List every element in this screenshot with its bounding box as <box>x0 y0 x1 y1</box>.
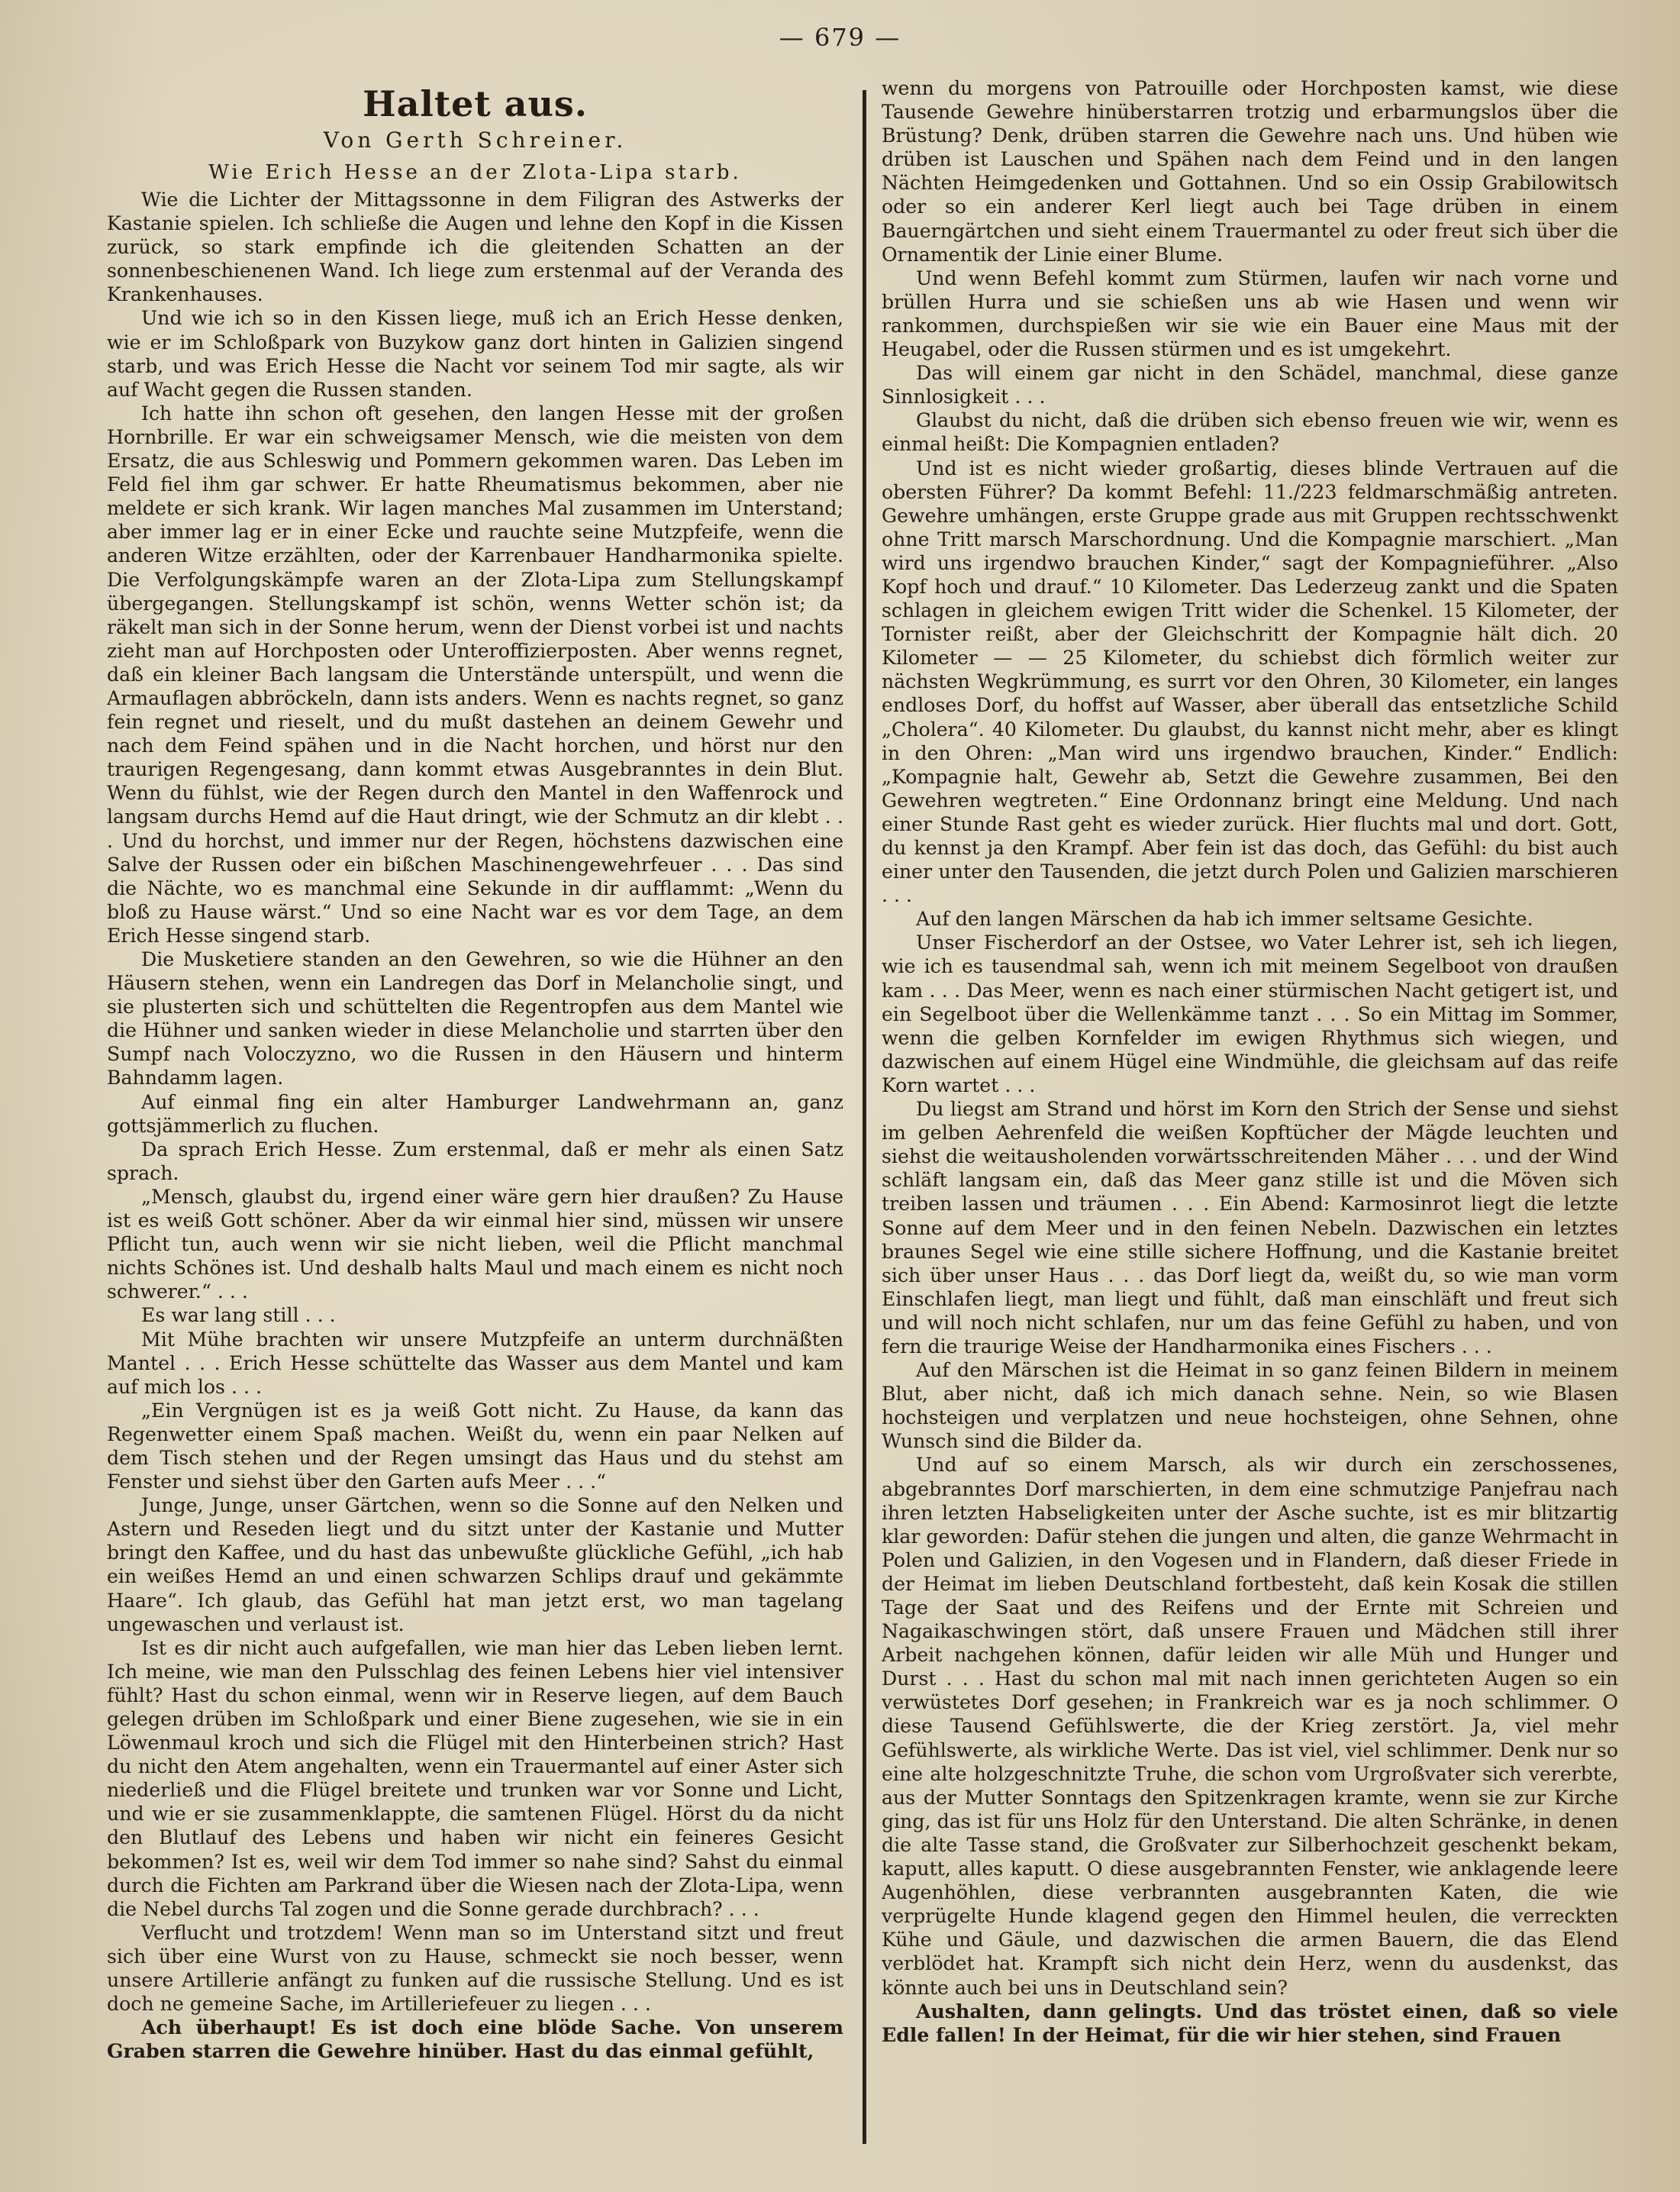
paragraph: Wie die Lichter der Mittagssonne in dem Filigran des Astwerks der Kastanie spielen. Ich schließe die Augen und lehne den Kopf in die Kissen zurück, so stark empfinde ich die gleitenden Schatten an der sonnenbeschienenen Wand. Ich liege zum erstenmal auf der Veranda des Krankenhauses. <box>107 189 843 306</box>
paragraph: „Ein Vergnügen ist es ja weiß Gott nicht. Zu Hause, da kann das Regenwetter einem Spaß machen. Weißt du, wenn ein paar Nelken auf dem Tisch stehen und der Regen umsingt das Haus und du stehst am Fenster und siehst über den Garten aufs Meer . . .“ <box>107 1399 843 1493</box>
paragraph: Das will einem gar nicht in den Schädel, manchmal, diese ganze Sinnlosigkeit . . . <box>882 362 1618 408</box>
paragraph: Und wenn Befehl kommt zum Stürmen, laufen wir nach vorne und brüllen Hurra und sie schießen uns ab wie Hasen und wenn wir rankommen, durchspießen wir sie wie ein Bauer eine Maus mit der Heugabel, oder die Russen stürmen und es ist umgekehrt. <box>882 266 1618 361</box>
right-column <box>882 76 1618 2168</box>
paragraph: Auf den Märschen ist die Heimat in so ganz feinen Bildern in meinem Blut, aber nicht, daß ich mich danach sehne. Nein, so wie Blasen hochsteigen und verplatzen und neue hochsteigen, ohne Sehnen, ohne Wunsch sind die Bilder da. <box>882 1359 1618 1453</box>
paragraph: Verflucht und trotzdem! Wenn man so im Unterstand sitzt und freut sich über eine Wurst von zu Hause, schmeckt sie noch besser, wenn unsere Artillerie anfängt zu funken auf die russische Stellung. Und es ist doch ne gemeine Sache, im Artilleriefeuer zu liegen . . . <box>107 1921 843 2016</box>
paragraph: Und ist es nicht wieder großartig, dieses blinde Vertrauen auf die obersten Führer? Da kommt Befehl: 11./223 feldmarschmäßig antreten. Gewehre umhängen, erste Gruppe grade aus mit Gruppen rechtsschwenkt ohne Tritt marsch Marschordnung. Und die Kompagnie marschiert. „Man wird uns irgendwo brauchen Kinder,“ sagt der Kompagnieführer. „Also Kopf hoch und drauf.“ 10 Kilometer. Das Lederzeug zankt und die Spaten schlagen in gleichem ewigen Tritt wider die Schenkel. 15 Kilometer, der Tornister reißt, aber der Gleichschritt der Kompagnie hält dich. 20 Kilometer — — 25 Kilometer, du schiebst dich förmlich weiter zur nächsten Wegkrümmung, es surrt vor den Ohren, 30 Kilometer, ein langes endloses Dorf, du hoffst auf Wasser, aber überall das entsetzliche Schild „Cholera“. 40 Kilometer. Du glaubst, du kannst nicht mehr, aber es klingt in den Ohren: „Man wird uns irgendwo brauchen, Kinder.“ Endlich: „Kompagnie halt, Gewehr ab, Setzt die Gewehre zusammen, Bei den Gewehren wegtreten.“ Eine Ordonnanz bringt eine Meldung. Und nach einer Stunde Rast geht es wieder zurück. Hier fluchts mal und dort. Gott, du kennst ja den Krampf. Aber fein ist das doch, das Gefühl: du bist auch einer unter den Tausenden, die jetzt durch Polen und Galizien marschieren . . . <box>882 457 1618 907</box>
paragraph: Es war lang still . . . <box>141 1304 336 1327</box>
paragraph: Ist es dir nicht auch aufgefallen, wie man hier das Leben lieben lernt. Ich meine, wie man den Pulsschlag des feinen Lebens hier viel intensiver fühlt? Hast du schon einmal, wenn wir in Reserve liegen, auf dem Bauch gelegen drüben im Schloßpark und einer Biene zugesehen, wie sie in ein Löwenmaul kroch und sich die Flügel mit den Hinterbeinen strich? Hast du nicht den Atem angehalten, wenn ein Trauermantel auf einer Aster sich niederließ und die Flügel breitete und trunken war vor Sonne und Licht, und wie er sie zusammenklappte, die samtenen Flügel. Hörst du da nicht den Blutlauf des Lebens und haben wir nicht ein feineres Gesicht bekommen? Ist es, weil wir dem Tod immer so nahe sind? Sahst du einmal durch die Fichten am Parkrand über die Wiesen nach der Zlota-Lipa, wenn die Nebel durchs Tal zogen und die Sonne gerade durchbrach? . . . <box>107 1636 843 1920</box>
paragraph: Auf einmal fing ein alter Hamburger Landwehrmann an, ganz gottsjämmerlich zu fluchen. <box>107 1090 843 1137</box>
paragraph: Ach überhaupt! Es ist doch eine blöde Sache. Von unserem Graben starren die Gewehre hinüber. Hast du das einmal gefühlt, <box>107 2016 843 2063</box>
paragraph: „Mensch, glaubst du, irgend einer wäre gern hier draußen? Zu Hause ist es weiß Gott schöner. Aber da wir einmal hier sind, müssen wir unsere Pflicht tun, auch wenn wir sie nicht lieben, weil die Pflicht manchmal nichts Schönes ist. Und deshalb halts Maul und mach einem es nicht noch schwerer.“ . . . <box>107 1185 843 1303</box>
paragraph: Die Musketiere standen an den Gewehren, so wie die Hühner an den Häusern stehen, wenn ein Landregen das Dorf in Melancholie singt, und sie plusterten sich und schüttelten die Regentropfen aus dem Mantel wie die Hühner und sanken wieder in diese Melancholie und starrten über den Sumpf nach Voloczyzno, wo die Russen in den Häusern und hinterm Bahndamm lagen. <box>107 948 843 1090</box>
page-number: — 679 — <box>779 23 901 52</box>
left-column <box>107 76 843 2168</box>
article-author: Von Gerth Schreiner. <box>323 128 627 153</box>
paragraph: Aushalten, dann gelingts. Und das tröstet einen, daß so viele Edle fallen! In der Heimat, für die wir hier stehen, sind Frauen <box>882 1999 1618 2046</box>
paragraph: Mit Mühe brachten wir unsere Mutzpfeife an unterm durchnäßten Mantel . . . Erich Hesse schüttelte das Wasser aus dem Mantel und kam auf mich los . . . <box>107 1328 843 1398</box>
paragraph: Unser Fischerdorf an der Ostsee, wo Vater Lehrer ist, seh ich liegen, wie ich es tausendmal sah, wenn ich mit meinem Segelboot von draußen kam . . . Das Meer, wenn es nach einer stürmischen Nacht getigert ist, und ein Segelboot über die Wellenkämme tanzt . . . So ein Mittag im Sommer, wenn die gelben Kornfelder im ewigen Rhythmus sich wiegen, und dazwischen auf einem Hügel eine Windmühle, die gleichsam auf das reife Korn wartet . . . <box>882 931 1618 1096</box>
paragraph: Da sprach Erich Hesse. Zum erstenmal, daß er mehr als einen Satz sprach. <box>107 1138 843 1184</box>
paragraph: Und wie ich so in den Kissen liege, muß ich an Erich Hesse denken, wie er im Schloßpark von Buzykow ganz dort hinten in Galizien singend starb, und was Erich Hesse die Nacht vor seinem Tod mir sagte, als wir auf Wacht gegen die Russen standen. <box>107 307 843 401</box>
paragraph: Auf den langen Märschen da hab ich immer seltsame Gesichte. <box>916 908 1533 931</box>
paragraph: Ich hatte ihn schon oft gesehen, den langen Hesse mit der großen Hornbrille. Er war ein schweigsamer Mensch, wie die meisten von dem Ersatz, die aus Schleswig und Pommern gekommen waren. Das Leben im Feld fiel ihm gar schwer. Er hatte Rheumatismus bekommen, aber nie meldete er sich krank. Wir lagen manches Mal zusammen im Unterstand; aber immer lag er in einer Ecke und rauchte seine Mutzpfeife, wenn die anderen Witze erzählten, oder der Karrenbauer Handharmonika spielte. Die Verfolgungskämpfe waren an der Zlota-Lipa zum Stellungskampf übergegangen. Stellungskampf ist schön, wenns Wetter schön ist; da räkelt man sich in der Sonne herum, wenn der Dienst vorbei ist und nachts zieht man auf Horchposten oder Unteroffizierposten. Aber wenns regnet, daß ein kleiner Bach langsam die Unterstände unterspült, und wenn die Armauflagen abbröckeln, dann ists anders. Wenn es nachts regnet, so ganz fein regnet und rieselt, und du mußt dastehen an deinem Gewehr und nach dem Feind spähen und in die Nacht horchen, und hörst nur den traurigen Regengesang, dann kommt etwas Ausgebranntes in dein Blut. Wenn du fühlst, wie der Regen durch den Mantel in den Waffenrock und langsam durchs Hemd auf die Haut dringt, wie der Schmutz an dir klebt . . . Und du horchst, und immer nur der Regen, höchstens dazwischen eine Salve der Russen oder ein bißchen Maschinengewehrfeuer . . . Das sind die Nächte, wo es manchmal eine Sekunde in dir aufflammt: „Wenn du bloß zu Hause wärst.“ Und so eine Nacht war es vor dem Tage, an dem Erich Hesse singend starb. <box>107 402 843 947</box>
paragraph: Glaubst du nicht, daß die drüben sich ebenso freuen wie wir, wenn es einmal heißt: Die Kompagnien entladen? <box>882 409 1618 456</box>
article-title: Haltet aus. <box>363 83 588 124</box>
paragraph: Du liegst am Strand und hörst im Korn den Strich der Sense und siehst im gelben Aehrenfeld die weißen Kopftücher der Mägde leuchten und siehst die weitausholenden vorwärtsschreitenden Mäher . . . und der Wind schläft langsam ein, daß das Meer ganz stille ist und die Möven sich treiben lassen und träumen . . . Ein Abend: Karmosinrot liegt die letzte Sonne auf dem Meer und in den feinen Nebeln. Dazwischen ein letztes braunes Segel wie eine stille sichere Hoffnung, und die Kastanie breitet sich über unser Haus . . . das Dorf liegt da, weißt du, so wie man vorm Einschlafen liegt, man liegt und fühlt, daß man einschläft und freut sich und will noch nicht schlafen, nur um das feine Gefühl zu haben, und von fern die traurige Weise der Handharmonika eines Fischers . . . <box>882 1098 1618 1357</box>
article-subtitle: Wie Erich Hesse an der Zlota-Lipa starb. <box>208 161 742 184</box>
paragraph: Und auf so einem Marsch, als wir durch ein zerschossenes, abgebranntes Dorf marschierten, in dem eine schmutzige Panjefrau nach ihren letzten Habseligkeiten unter der Asche suchte, ist es mir blitzartig klar geworden: Dafür stehen die jungen und alten, die ganze Wehrmacht in Polen und Galizien, in den Vogesen und in Flandern, daß dieser Friede in der Heimat im lieben Deutschland fortbesteht, daß kein Kosak die stillen Tage der Saat und des Reifens und der Ernte mit Schreien und Nagaikaschwingen stört, daß unsere Frauen und Mädchen still ihrer Arbeit nachgehen können, dafür leiden wir alle Müh und Hunger und Durst . . . Hast du schon mal mit nach innen gerichteten Augen so ein verwüstetes Dorf gesehen; in Frankreich war es ja noch schlimmer. O diese Tausend Gefühlswerte, die der Krieg zerstört. Ja, viel mehr Gefühlswerte, als wirkliche Werte. Das ist viel, viel schlimmer. Denk nur so eine alte holzgeschnitzte Truhe, die schon vom Urgroßvater sich vererbte, aus der Mutter Sonntags den Spitzenkragen kramte, wenn sie zur Kirche ging, das ist für uns Holz für den Unterstand. Die alten Schränke, in denen die alte Tasse stand, die Großvater zur Silberhochzeit geschenkt bekam, kaputt, alles kaputt. O diese ausgebrannten Fenster, wie anklagende leere Augenhöhlen, diese verbrannten ausgebrannten Katen, die wie verprügelte Hunde klagend gegen den Himmel heulen, die verreckten Kühe und Gäule, und dazwischen die armen Bauern, die das Elend verblödet hat. Krampft sich nicht dein Herz, wenn du ausdenkst, das könnte auch bei uns in Deutschland sein? <box>882 1454 1618 1999</box>
paragraph: Junge, Junge, unser Gärtchen, wenn so die Sonne auf den Nelken und Astern und Reseden liegt und du sitzt unter der Kastanie und Mutter bringt den Kaffee, und du hast das unbewußte glückliche Gefühl, „ich hab ein weißes Hemd an und einen schwarzen Schlips drauf und gekämmte Haare“. Ich glaub, das Gefühl hat man jetzt erst, wo man tagelang ungewaschen und verlaust ist. <box>107 1494 843 1635</box>
column-rule <box>863 90 866 2144</box>
paragraph: wenn du morgens von Patrouille oder Horchposten kamst, wie diese Tausende Gewehre hinüberstarren trotzig und erbarmungslos über die Brüstung? Denk, drüben starren die Gewehre nach uns. Und hüben wie drüben ist Lauschen und Spähen nach dem Feind und in den langen Nächten Heimgedenken und Gottahnen. Und so ein Ossip Grabilowitsch oder so ein anderer Kerl liegt auch bei Tage drüben in einem Bauerngärtchen und sieht einem Trauermantel zu oder freut sich über die Ornamentik der Linie einer Blume. <box>882 77 1618 266</box>
